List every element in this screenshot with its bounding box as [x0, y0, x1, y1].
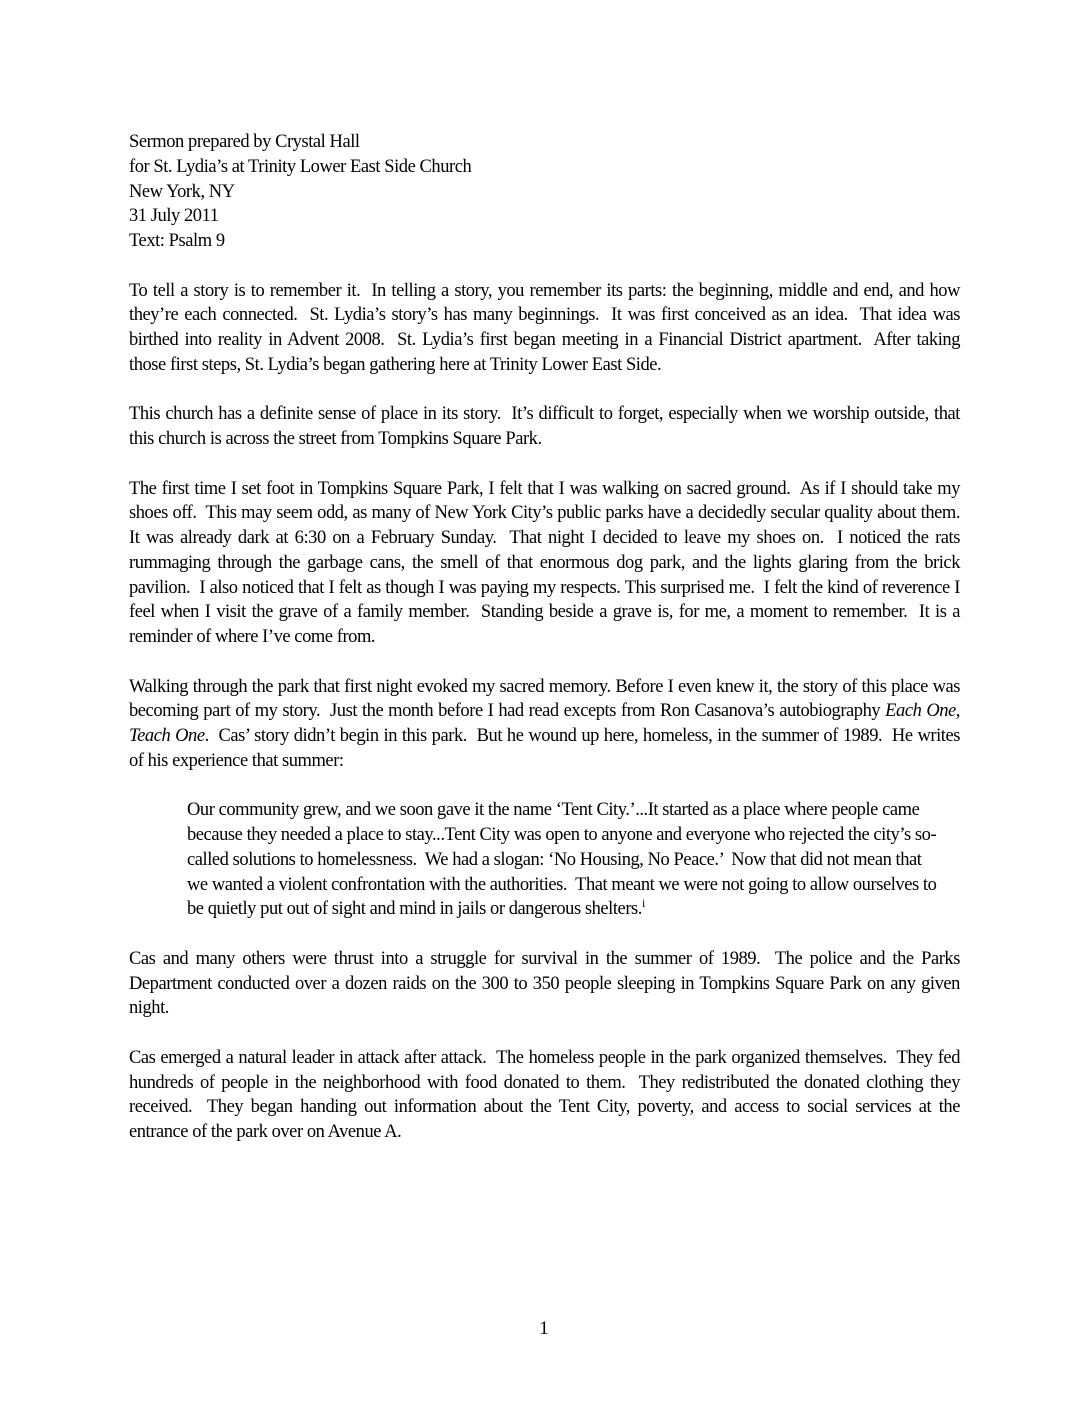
paragraph-struggle-for-survival: Cas and many others were thrust into a struggle for survival in the summer of 1989. The police and the Parks Department conducted over a dozen raids on the 300 to 350 people sleeping in Tompkins Square Park on any given night.: [129, 948, 965, 1019]
header-line-location: New York, NY: [129, 181, 235, 202]
paragraph-walking-through-park: [129, 675, 965, 774]
paragraph-natural-leader: Cas emerged a natural leader in attack after attack. The homeless people in the park organized themselves. They fed hundreds of people in the neighborhood with food donated to them. They redistributed the donated clothing they received. They began handing out information about the Tent City, poverty, and access to social services at the entrance of the park over on Avenue A.: [129, 1047, 965, 1142]
page-number: 1: [539, 1318, 549, 1339]
book-title: Each One, Teach One: [129, 701, 965, 746]
document-content: [129, 130, 969, 1145]
footnote-marker: i: [641, 896, 645, 911]
paragraph-4-text-after: . Cas’ story didn’t begin in this park. But he wound up here, homeless, in the summer of 1989. He writes of his experience that summer:: [129, 726, 965, 771]
header-line-scripture-text: Text: Psalm 9: [129, 231, 225, 251]
header-line-occasion: for St. Lydia’s at Trinity Lower East Side Church: [129, 156, 472, 177]
document-header: [129, 130, 960, 254]
header-line-author: Sermon prepared by Crystal Hall: [129, 132, 360, 152]
block-quote-casanova: [187, 798, 940, 922]
paragraph-4-text-before: Walking through the park that first night evoked my sacred memory. Before I even knew it, the story of this place was becoming part of my story. Just the month before I had read excepts from Ron Casanova’s autobiography: [129, 676, 965, 722]
paragraph-telling-a-story: To tell a story is to remember it. In telling a story, you remember its parts: the beginning, middle and end, and how they’re each connected. St. Lydia’s story’s has many beginnings. It was first conceived as an idea. That idea was birthed into reality in Advent 2008. St. Lydia’s first began meeting in a Financial District apartment. After taking those first steps, St. Lydia’s began gathering here at Trinity Lower East Side.: [129, 280, 965, 375]
quote-text: Our community grew, and we soon gave it the name ‘Tent City.’...It started as a place where people came because they needed a place to stay...Tent City was open to anyone and everyone who rejected the city’s so-called solutions to homelessness. We had a slogan: ‘No Housing, No Peace.’ Now that did not mean that we wanted a violent confrontation with the authorities. That meant we were not going to allow ourselves to be quietly put out of sight and mind in jails or dangerous shelters.: [187, 800, 941, 920]
header-line-date: 31 July 2011: [129, 206, 219, 227]
paragraph-first-time-in-park: The first time I set foot in Tompkins Square Park, I felt that I was walking on sacred ground. As if I should take my shoes off. This may seem odd, as many of New York City’s public parks have a decidedly secular quality about them. It was already dark at 6:30 on a February Sunday. That night I decided to leave my shoes on. I noticed the rats rummaging through the garbage cans, the smell of that enormous dog park, and the lights glaring from the brick pavilion. I also noticed that I felt as though I was paying my respects. This surprised me. I felt the kind of reverence I feel when I visit the grave of a family member. Standing beside a grave is, for me, a moment to remember. It is a reminder of where I’ve come from.: [129, 478, 969, 647]
paragraph-sense-of-place: This church has a definite sense of place in its story. It’s difficult to forget, especially when we worship outside, that this church is across the street from Tompkins Square Park.: [129, 404, 965, 449]
